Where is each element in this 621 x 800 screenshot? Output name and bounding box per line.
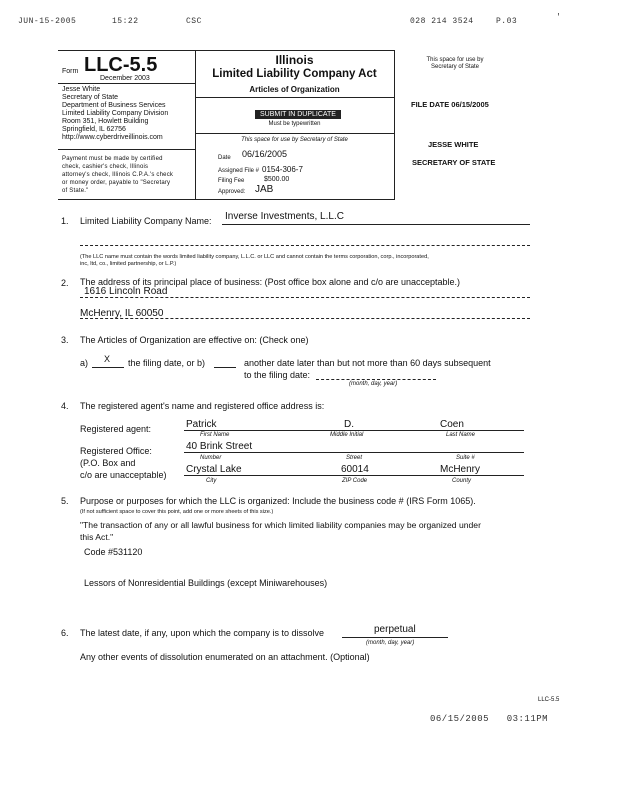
address-rule xyxy=(58,149,195,150)
item4-number: 4. xyxy=(61,401,69,411)
payment-line: check, cashier's check, Illinois xyxy=(62,164,149,170)
dissolve-date-value: perpetual xyxy=(374,624,416,635)
form-number: LLC-5.5 xyxy=(84,54,158,76)
approved-value: JAB xyxy=(255,184,274,195)
fax-sender: CSC xyxy=(186,17,202,26)
business-description: Lessors of Nonresidential Buildings (except Miniwarehouses) xyxy=(84,578,328,588)
footer-form-code: LLC-5.5 xyxy=(538,697,560,703)
title-state: Illinois xyxy=(275,53,314,67)
number-caption: Number xyxy=(200,455,222,461)
item3-b-text: another date later than but not more than 60 days subsequent xyxy=(244,358,491,368)
street-caption: Street xyxy=(346,455,363,461)
jesse-white: JESSE WHITE xyxy=(428,140,479,149)
first-name-caption: First Name xyxy=(200,432,230,438)
city-caption: City xyxy=(206,478,217,484)
item3-b-text2: to the filing date: xyxy=(244,370,311,380)
zip-caption: ZIP Code xyxy=(342,478,368,484)
address-line: Room 351, Howlett Building xyxy=(62,118,149,125)
header-top-rule xyxy=(58,50,394,51)
date-value: 06/16/2005 xyxy=(242,149,288,159)
dissolve-date-caption: (month, day, year) xyxy=(366,640,415,646)
agent-label: Registered agent: xyxy=(80,424,152,434)
office-street-line xyxy=(184,452,524,453)
sos-space-note: This space for use by Secretary of State xyxy=(241,137,348,143)
payment-note xyxy=(62,155,173,195)
title-subtitle: Articles of Organization xyxy=(249,85,340,94)
office-city-line xyxy=(184,475,524,476)
assigned-file-label: Assigned File # xyxy=(218,168,260,174)
payment-line: attorney's check, Illinois C.P.A.'s check xyxy=(62,172,174,178)
agent-first-name: Patrick xyxy=(186,419,217,430)
form-revision: December 2003 xyxy=(100,75,150,82)
payment-line: of State." xyxy=(62,188,89,194)
county-caption: County xyxy=(452,478,472,484)
address-line: Limited Liability Company Division xyxy=(62,110,169,117)
approved-label: Approved: xyxy=(218,189,246,195)
fax-phone: 028 214 3524 xyxy=(410,17,474,26)
assigned-file-value: 0154-306-7 xyxy=(262,165,303,174)
received-stamp: 06/15/2005 03:11PM xyxy=(430,714,549,724)
item1-note-1: (The LLC name must contain the words limited liability company, L.L.C. or LLC and cannot contain the terms corporation, corp., incorporated, xyxy=(80,254,429,260)
address-line: Jesse White xyxy=(62,86,101,93)
agent-name-line xyxy=(184,430,524,431)
principal-address-line1: 1616 Lincoln Road xyxy=(84,286,168,297)
item5-number: 5. xyxy=(61,496,69,506)
item1-label: Limited Liability Company Name: xyxy=(80,216,212,226)
right-space-note-1: This space for use by xyxy=(426,57,484,63)
item1-number: 1. xyxy=(61,216,69,226)
business-code: Code #531120 xyxy=(84,547,143,557)
suite-caption: Suite # xyxy=(456,455,475,461)
item5-label: Purpose or purposes for which the LLC is organized: Include the business code # (IRS Form 1065). xyxy=(80,496,476,506)
item3-a-text: the filing date, or b) xyxy=(128,358,206,368)
item1-note-2: inc, ltd, co., limited partnership, or L.P.) xyxy=(80,261,177,267)
must-be-typewritten: Must be typewritten xyxy=(268,121,321,127)
payment-line: Payment must be made by certified xyxy=(62,156,163,162)
fax-date: JUN-15-2005 xyxy=(18,17,77,26)
secretary-of-state: SECRETARY OF STATE xyxy=(412,158,496,167)
purpose-line-1: "The transaction of any or all lawful business for which limited liability companies may be organized under xyxy=(80,520,481,530)
principal-address-line2: McHenry, IL 60050 xyxy=(80,308,164,319)
item3-number: 3. xyxy=(61,335,69,345)
form-number-rule xyxy=(58,83,195,84)
filing-fee-label: Filing Fee xyxy=(218,178,245,184)
office-note-1: (P.O. Box and xyxy=(80,458,136,468)
agent-last-name: Coen xyxy=(440,419,464,430)
title-act: Limited Liability Company Act xyxy=(212,68,377,80)
item3-b-date-line[interactable] xyxy=(316,379,436,380)
item3-label: The Articles of Organization are effective on: (Check one) xyxy=(80,335,309,345)
date-label: Date xyxy=(218,155,231,161)
company-name-line xyxy=(222,224,530,225)
office-zip: 60014 xyxy=(341,464,369,475)
right-space-note-2: Secretary of State xyxy=(430,64,480,70)
submit-duplicate-bar: SUBMIT IN DUPLICATE xyxy=(255,110,341,119)
company-name-value: Inverse Investments, L.L.C xyxy=(225,211,344,222)
office-label: Registered Office: xyxy=(80,446,152,456)
address-line: Springfield, IL 62756 xyxy=(62,126,126,133)
submit-rule xyxy=(195,133,394,134)
address-url: http://www.cyberdriveillinois.com xyxy=(62,134,163,141)
agent-middle-initial: D. xyxy=(344,419,354,430)
item2-label: The address of its principal place of business: (Post office box alone and c/o are unacceptable.) xyxy=(80,277,461,287)
item6-number: 6. xyxy=(61,628,69,638)
principal-address-rule-2 xyxy=(80,318,530,319)
company-name-line-2 xyxy=(80,245,530,246)
item6-label: The latest date, if any, upon which the company is to dissolve xyxy=(80,628,324,638)
purpose-line-2: this Act." xyxy=(80,532,114,542)
fax-time: 15:22 xyxy=(112,17,139,26)
item3-b-caption: (month, day, year) xyxy=(349,381,398,387)
item3-b-blank[interactable] xyxy=(214,367,236,368)
title-rule xyxy=(195,97,394,98)
office-county: McHenry xyxy=(440,464,481,475)
other-dissolution-events: Any other events of dissolution enumerated on an attachment. (Optional) xyxy=(80,652,370,662)
form-word: Form xyxy=(62,68,79,75)
item2-number: 2. xyxy=(61,278,69,288)
office-note-2: c/o are unacceptable) xyxy=(80,470,167,480)
dissolve-date-line[interactable] xyxy=(342,637,448,638)
address-line: Secretary of State xyxy=(62,94,119,101)
header-bottom-rule xyxy=(58,199,394,200)
item5-note: (If not sufficient space to cover this point, add one or more sheets of this size.) xyxy=(80,509,274,515)
secretary-address xyxy=(62,86,168,142)
fax-page: P.03 xyxy=(496,17,518,26)
item3-a-label: a) xyxy=(80,358,89,368)
address-line: Department of Business Services xyxy=(62,102,166,109)
middle-initial-caption: Middle Initial xyxy=(330,432,364,438)
file-date: FILE DATE 06/15/2005 xyxy=(411,100,489,109)
item4-label: The registered agent's name and registered office address is: xyxy=(80,401,325,411)
office-city: Crystal Lake xyxy=(186,464,242,475)
principal-address-rule-1 xyxy=(80,297,530,298)
fax-corner-mark: ' xyxy=(556,13,562,22)
last-name-caption: Last Name xyxy=(446,432,476,438)
filing-fee-value: $500.00 xyxy=(264,176,290,183)
office-street: 40 Brink Street xyxy=(186,441,253,452)
item3-a-blank[interactable] xyxy=(92,367,124,368)
item3-a-checkmark[interactable]: X xyxy=(104,354,111,364)
payment-line: or money order, payable to "Secretary xyxy=(62,180,171,186)
header-divider-right xyxy=(394,50,395,200)
